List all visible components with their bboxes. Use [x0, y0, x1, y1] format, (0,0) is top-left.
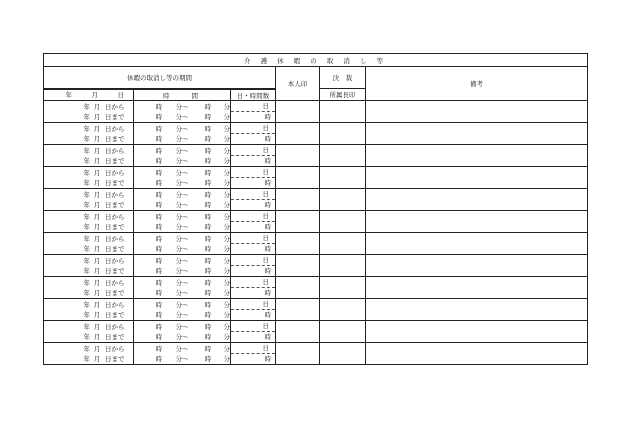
- remarks-cell[interactable]: [366, 167, 588, 189]
- date-range-cell[interactable]: 年 月 日から 年 月 日まで: [44, 277, 134, 299]
- table-row: [44, 211, 588, 233]
- seal-self-cell[interactable]: [276, 189, 320, 211]
- days-hours-cell[interactable]: 日 時: [231, 255, 276, 277]
- seal-self-cell[interactable]: [276, 343, 320, 365]
- remarks-cell[interactable]: [366, 145, 588, 167]
- seal-self-cell[interactable]: [276, 277, 320, 299]
- time-range-cell[interactable]: 時 分〜 時 分 時 分〜 時 分: [134, 343, 231, 365]
- seal-self-cell[interactable]: [276, 101, 320, 123]
- time-subheader: 時 間: [134, 90, 231, 101]
- days-hours-cell[interactable]: 日 時: [231, 123, 276, 145]
- days-hours-cell[interactable]: 日 時: [231, 211, 276, 233]
- seal-head-cell[interactable]: [320, 211, 366, 233]
- time-range-cell[interactable]: 時 分〜 時 分 時 分〜 時 分: [134, 189, 231, 211]
- days-hours-cell[interactable]: 日 時: [231, 145, 276, 167]
- seal-head-cell[interactable]: [320, 167, 366, 189]
- table-row: [44, 343, 588, 365]
- days-hours-cell[interactable]: 日 時: [231, 321, 276, 343]
- days-hours-cell[interactable]: 日 時: [231, 343, 276, 365]
- days-hours-subheader: 日・時間数: [231, 90, 276, 101]
- days-hours-cell[interactable]: 日 時: [231, 299, 276, 321]
- remarks-cell[interactable]: [366, 211, 588, 233]
- days-hours-cell[interactable]: 日 時: [231, 277, 276, 299]
- table-row: [44, 123, 588, 145]
- date-range-cell[interactable]: 年 月 日から 年 月 日まで: [44, 101, 134, 123]
- seal-self-cell[interactable]: [276, 167, 320, 189]
- remarks-cell[interactable]: [366, 299, 588, 321]
- date-range-cell[interactable]: 年 月 日から 年 月 日まで: [44, 189, 134, 211]
- remarks-cell[interactable]: [366, 343, 588, 365]
- seal-self-cell[interactable]: [276, 321, 320, 343]
- time-range-cell[interactable]: 時 分〜 時 分 時 分〜 時 分: [134, 255, 231, 277]
- remarks-cell[interactable]: [366, 277, 588, 299]
- table-row: [44, 321, 588, 343]
- seal-head-cell[interactable]: [320, 189, 366, 211]
- leave-cancellation-form: [43, 53, 588, 365]
- approval-header: 決 裁: [320, 67, 366, 89]
- table-row: [44, 299, 588, 321]
- days-hours-cell[interactable]: 日 時: [231, 101, 276, 123]
- table-row: [44, 167, 588, 189]
- seal-self-cell[interactable]: [276, 299, 320, 321]
- period-header: 休暇の取消し等の期間: [44, 67, 276, 89]
- date-range-cell[interactable]: 年 月 日から 年 月 日まで: [44, 123, 134, 145]
- date-range-cell[interactable]: 年 月 日から 年 月 日まで: [44, 211, 134, 233]
- seal-self-cell[interactable]: [276, 145, 320, 167]
- table-row: [44, 101, 588, 123]
- seal-head-cell[interactable]: [320, 299, 366, 321]
- date-subheader: 年 月 日: [44, 90, 134, 101]
- table-row: [44, 145, 588, 167]
- time-range-cell[interactable]: 時 分〜 時 分 時 分〜 時 分: [134, 123, 231, 145]
- days-hours-cell[interactable]: 日 時: [231, 233, 276, 255]
- time-range-cell[interactable]: 時 分〜 時 分 時 分〜 時 分: [134, 299, 231, 321]
- date-range-cell[interactable]: 年 月 日から 年 月 日まで: [44, 299, 134, 321]
- time-range-cell[interactable]: 時 分〜 時 分 時 分〜 時 分: [134, 233, 231, 255]
- remarks-header: 備考: [366, 67, 588, 101]
- remarks-cell[interactable]: [366, 123, 588, 145]
- time-range-cell[interactable]: 時 分〜 時 分 時 分〜 時 分: [134, 167, 231, 189]
- seal-head-cell[interactable]: [320, 277, 366, 299]
- time-range-cell[interactable]: 時 分〜 時 分 時 分〜 時 分: [134, 321, 231, 343]
- seal-self-cell[interactable]: [276, 233, 320, 255]
- seal-self-cell[interactable]: [276, 255, 320, 277]
- remarks-cell[interactable]: [366, 233, 588, 255]
- days-hours-cell[interactable]: 日 時: [231, 167, 276, 189]
- remarks-cell[interactable]: [366, 321, 588, 343]
- seal-head-cell[interactable]: [320, 255, 366, 277]
- remarks-cell[interactable]: [366, 255, 588, 277]
- date-range-cell[interactable]: 年 月 日から 年 月 日まで: [44, 255, 134, 277]
- seal-self-cell[interactable]: [276, 123, 320, 145]
- table-row: [44, 277, 588, 299]
- seal-head-cell[interactable]: [320, 123, 366, 145]
- time-range-cell[interactable]: 時 分〜 時 分 時 分〜 時 分: [134, 101, 231, 123]
- date-range-cell[interactable]: 年 月 日から 年 月 日まで: [44, 321, 134, 343]
- seal-head-cell[interactable]: [320, 145, 366, 167]
- days-hours-cell[interactable]: 日 時: [231, 189, 276, 211]
- remarks-cell[interactable]: [366, 101, 588, 123]
- time-range-cell[interactable]: 時 分〜 時 分 時 分〜 時 分: [134, 145, 231, 167]
- table-row: [44, 255, 588, 277]
- seal-head-cell[interactable]: [320, 101, 366, 123]
- date-range-cell[interactable]: 年 月 日から 年 月 日まで: [44, 145, 134, 167]
- seal-head-cell[interactable]: [320, 321, 366, 343]
- date-range-cell[interactable]: 年 月 日から 年 月 日まで: [44, 343, 134, 365]
- time-range-cell[interactable]: 時 分〜 時 分 時 分〜 時 分: [134, 277, 231, 299]
- table-row: [44, 233, 588, 255]
- date-range-cell[interactable]: 年 月 日から 年 月 日まで: [44, 167, 134, 189]
- seal-self-cell[interactable]: [276, 211, 320, 233]
- table-row: [44, 189, 588, 211]
- form-title: 介 護 休 暇 の 取 消 し 等: [44, 54, 588, 67]
- time-range-cell[interactable]: 時 分〜 時 分 時 分〜 時 分: [134, 211, 231, 233]
- seal-head-cell[interactable]: [320, 343, 366, 365]
- seal-self-header: 本人印: [276, 67, 320, 101]
- date-range-cell[interactable]: 年 月 日から 年 月 日まで: [44, 233, 134, 255]
- remarks-cell[interactable]: [366, 189, 588, 211]
- seal-head-cell[interactable]: [320, 233, 366, 255]
- seal-head-header: 所属長印: [320, 89, 366, 101]
